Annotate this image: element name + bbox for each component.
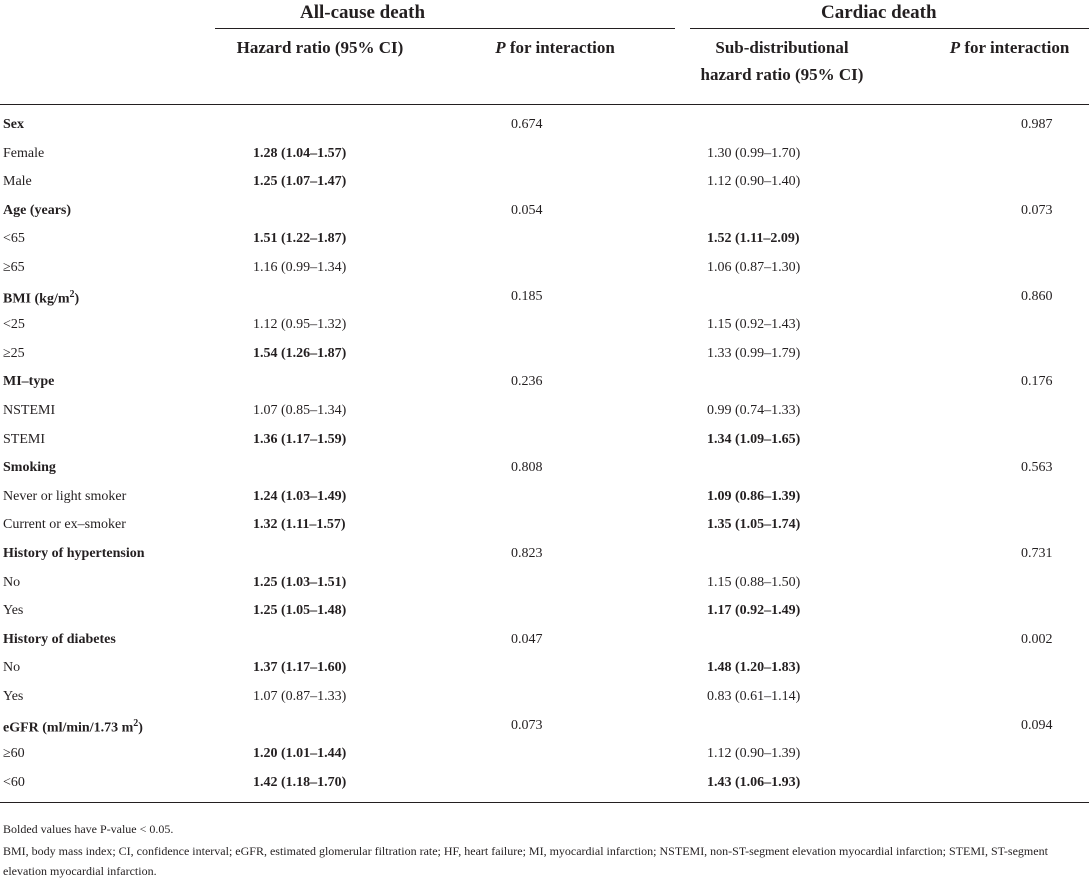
table-row (0, 260, 1089, 288)
p-interaction-cell: 0.987 (1021, 117, 1053, 132)
table-row (0, 146, 1089, 174)
sub-distributional-hr-cell: 1.35 (1.05–1.74) (707, 517, 801, 532)
sub-distributional-hr-cell: 1.43 (1.06–1.93) (707, 775, 801, 790)
row-label: No (3, 575, 21, 590)
hazard-ratio-cell: 1.51 (1.22–1.87) (253, 231, 347, 246)
row-label: History of diabetes (3, 632, 116, 647)
sub-distributional-hr-cell: 1.34 (1.09–1.65) (707, 432, 801, 447)
sub-distributional-hr-cell: 1.17 (0.92–1.49) (707, 603, 801, 618)
p-interaction-cell: 0.073 (511, 718, 543, 733)
table-row (0, 546, 1089, 574)
table-row (0, 174, 1089, 202)
hazard-ratio-cell: 1.54 (1.26–1.87) (253, 346, 347, 361)
hazard-ratio-cell: 1.25 (1.03–1.51) (253, 575, 347, 590)
p-interaction-cell: 0.731 (1021, 546, 1053, 561)
sub-distributional-hr-cell: 1.09 (0.86–1.39) (707, 489, 801, 504)
table-row (0, 231, 1089, 259)
row-label: Yes (3, 689, 24, 704)
sub-distributional-hr-cell: 0.83 (0.61–1.14) (707, 689, 801, 704)
sub-distributional-hr-cell: 1.30 (0.99–1.70) (707, 146, 801, 161)
shr-header-line1: Sub-distributional (715, 38, 849, 57)
p-interaction-cell: 0.094 (1021, 718, 1053, 733)
hazard-ratio-cell: 1.42 (1.18–1.70) (253, 775, 347, 790)
sub-distributional-hr-cell: 1.15 (0.88–1.50) (707, 575, 801, 590)
row-label: Smoking (3, 460, 56, 475)
p-interaction-cell: 0.185 (511, 289, 543, 304)
table-row (0, 746, 1089, 774)
row-label: BMI $(kg/m^2)$ (3, 289, 80, 307)
p-interaction-cell: 0.073 (1021, 203, 1053, 218)
row-label: Current or ex–smoker (3, 517, 126, 532)
table-row (0, 346, 1089, 374)
table-row (0, 660, 1089, 688)
table-row (0, 718, 1089, 746)
p-rest: for interaction (505, 38, 615, 57)
group-underline-all-cause (215, 28, 675, 29)
sub-distributional-hr-cell: 1.12 (0.90–1.40) (707, 174, 801, 189)
row-label: eGFR (ml/min/1.73 $m^2$) (3, 718, 143, 736)
sub-distributional-hr-cell: 0.99 (0.74–1.33) (707, 403, 801, 418)
table-row (0, 575, 1089, 603)
p-interaction-cell: 0.002 (1021, 632, 1053, 647)
p-interaction-cell: 0.054 (511, 203, 543, 218)
column-header-p-interaction-2 (930, 34, 1089, 61)
group-header-cardiac-death: Cardiac death (821, 2, 937, 23)
row-label: Male (3, 174, 32, 189)
p-interaction-cell: 0.047 (511, 632, 543, 647)
hazard-ratio-cell: 1.32 (1.11–1.57) (253, 517, 346, 532)
row-label: ≥60 (3, 746, 25, 761)
group-header-all-cause-death: All-cause death (300, 2, 426, 23)
sub-distributional-hr-cell: 1.06 (0.87–1.30) (707, 260, 801, 275)
sub-distributional-hr-cell: 1.12 (0.90–1.39) (707, 746, 801, 761)
table-row (0, 489, 1089, 517)
table-row (0, 603, 1089, 631)
table-row (0, 632, 1089, 660)
row-label: Sex (3, 117, 24, 132)
p-interaction-cell: 0.563 (1021, 460, 1053, 475)
table-row (0, 517, 1089, 545)
p-interaction-cell: 0.674 (511, 117, 543, 132)
table-row (0, 403, 1089, 431)
hazard-ratio-cell: 1.16 (0.99–1.34) (253, 260, 347, 275)
p-interaction-cell: 0.808 (511, 460, 543, 475)
hazard-ratio-cell: 1.12 (0.95–1.32) (253, 317, 347, 332)
sub-distributional-hr-cell: 1.48 (1.20–1.83) (707, 660, 801, 675)
table-row (0, 289, 1089, 317)
sub-distributional-hr-cell: 1.15 (0.92–1.43) (707, 317, 801, 332)
hazard-ratio-cell: 1.07 (0.87–1.33) (253, 689, 347, 704)
hazard-ratio-cell: 1.07 (0.85–1.34) (253, 403, 347, 418)
p-italic: P (949, 38, 961, 57)
column-header-p-interaction-1 (470, 34, 640, 61)
hazard-ratio-cell: 1.25 (1.05–1.48) (253, 603, 347, 618)
row-label: History of hypertension (3, 546, 145, 561)
table-row (0, 117, 1089, 145)
table-row (0, 775, 1089, 803)
hazard-ratio-cell: 1.36 (1.17–1.59) (253, 432, 347, 447)
table-row (0, 689, 1089, 717)
table-row (0, 432, 1089, 460)
row-label: <60 (3, 775, 25, 790)
p-italic: P (495, 38, 506, 57)
sub-distributional-hr-cell: 1.52 (1.11–2.09) (707, 231, 800, 246)
column-header-hazard-ratio: Hazard ratio (95% CI) (236, 38, 404, 57)
p-interaction-cell: 0.823 (511, 546, 543, 561)
hazard-ratio-cell: 1.28 (1.04–1.57) (253, 146, 347, 161)
hazard-ratio-cell: 1.37 (1.17–1.60) (253, 660, 347, 675)
row-label: Never or light smoker (3, 489, 127, 504)
sub-distributional-hr-cell: 1.33 (0.99–1.79) (707, 346, 801, 361)
row-label: <65 (3, 231, 25, 246)
shr-header-line2: hazard ratio (95% CI) (700, 65, 864, 84)
hazard-ratio-cell: 1.24 (1.03–1.49) (253, 489, 347, 504)
table-row (0, 460, 1089, 488)
p-interaction-cell: 0.236 (511, 374, 543, 389)
group-underline-cardiac (690, 28, 1089, 29)
header-bottom-rule (0, 104, 1089, 105)
p-rest: for interaction (960, 38, 1070, 57)
table-row (0, 317, 1089, 345)
footnote-abbreviations: BMI, body mass index; CI, confidence interval; eGFR, estimated glomerular filtration rate; HF, heart failure; MI, myocardial infarction; NSTEMI, non-ST-segment elevation myocardial infarction; STEMI, ST-segment elevation myocardial infarction. (3, 844, 1048, 878)
row-label: STEMI (3, 432, 45, 447)
row-label: <25 (3, 317, 25, 332)
hazard-ratio-cell: 1.25 (1.07–1.47) (253, 174, 347, 189)
table-row (0, 374, 1089, 402)
row-label: Female (3, 146, 45, 161)
footnote-bold-note: Bolded values have P-value < 0.05. (3, 822, 174, 836)
row-label: Yes (3, 603, 24, 618)
hazard-ratio-cell: 1.20 (1.01–1.44) (253, 746, 347, 761)
row-label: No (3, 660, 21, 675)
p-interaction-cell: 0.860 (1021, 289, 1053, 304)
row-label: NSTEMI (3, 403, 56, 418)
column-header-sub-distributional-hr (682, 34, 882, 88)
table-row (0, 203, 1089, 231)
row-label: ≥25 (3, 346, 25, 361)
table-bottom-rule (0, 802, 1089, 803)
row-label: Age (years) (3, 203, 72, 218)
row-label: MI–type (3, 374, 55, 389)
p-interaction-cell: 0.176 (1021, 374, 1053, 389)
row-label: ≥65 (3, 260, 25, 275)
